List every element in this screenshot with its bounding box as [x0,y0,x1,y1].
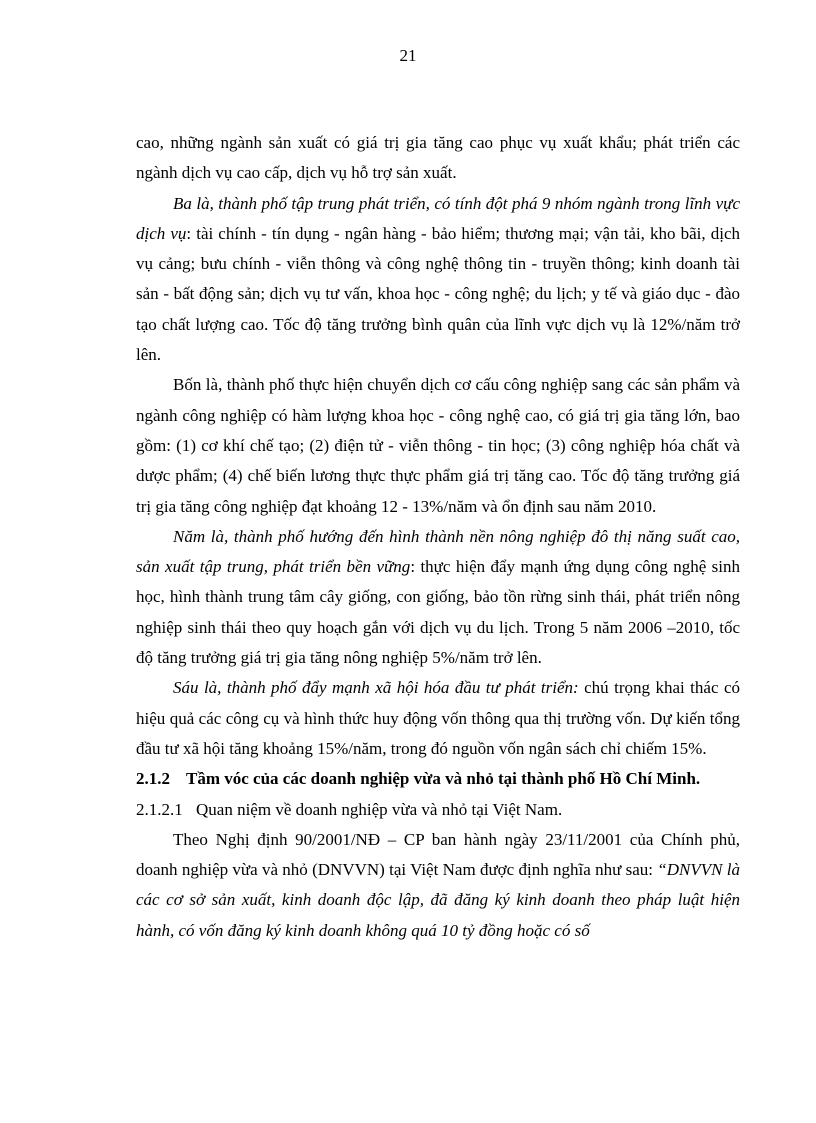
document-body [136,128,740,946]
paragraph-body: Theo Nghị định 90/2001/NĐ – CP ban hành ngày 23/11/2001 của Chính phủ, doanh nghiệp vừa và nhỏ (DNVVN) tại Việt Nam được định nghĩa như sau: [136,829,740,880]
section-heading-2-1-2 [136,764,740,794]
paragraph-ba-la [136,189,740,371]
paragraph-nghi-dinh [136,825,740,946]
section-title: Tầm vóc của các doanh nghiệp vừa và nhỏ tại thành phố Hồ Chí Minh. [186,769,701,789]
subsection-number: 2.1.2.1 [136,799,183,819]
paragraph-lead-italic: Ba là, thành phố tập trung phát triển, có tính đột phá 9 nhóm ngành trong lĩnh vực dịch vụ [136,193,740,243]
paragraph-lead-italic: Sáu là, thành phố đẩy mạnh xã hội hóa đầu tư phát triển: [173,678,579,698]
subsection-heading-2-1-2-1 [136,795,740,825]
paragraph-body: : thực hiện đẩy mạnh ứng dụng công nghệ sinh học, hình thành trung tâm cây giống, con giống, bảo tồn rừng sinh thái, phát triển nông nghiệp sinh thái theo quy hoạch gắn với dịch vụ du lịch. Trong 5 năm 2006 –2010, tốc độ tăng trưởng giá trị gia tăng nông nghiệp 5%/năm trở lên. [136,557,740,668]
paragraph-lead-italic: Năm là, thành phố hướng đến hình thành nền nông nghiệp đô thị năng suất cao, sản xuất tập trung, phát triển bền vững [136,526,740,577]
paragraph-body: : tài chính - tín dụng - ngân hàng - bảo hiểm; thương mại; vận tải, kho bãi, dịch vụ cảng; bưu chính - viễn thông và công nghệ thông tin - truyền thông; kinh doanh tài sản - bất động sản; dịch vụ tư vấn, khoa học - công nghệ; du lịch; y tế và giáo dục - đào tạo chất lượng cao. Tốc độ tăng trưởng bình quân của lĩnh vực dịch vụ là 12%/năm trở lên. [136,223,740,365]
paragraph-bon-la: Bốn là, thành phố thực hiện chuyển dịch cơ cấu công nghiệp sang các sản phẩm và ngành công nghiệp có hàm lượng khoa học - công nghệ cao, có giá trị gia tăng lớn, bao gồm: (1) cơ khí chế tạo; (2) điện tử - viễn thông - tin học; (3) công nghiệp hóa chất và dược phẩm; (4) chế biến lương thực thực phẩm giá trị tăng cao. Tốc độ tăng trưởng giá trị gia tăng công nghiệp đạt khoảng 12 - 13%/năm và ổn định sau năm 2010. [136,375,740,516]
section-number: 2.1.2 [136,769,170,789]
paragraph-body: chú trọng khai thác có hiệu quả các công cụ và hình thức huy động vốn thông qua thị trường vốn. Dự kiến tổng đầu tư xã hội tăng khoảng 15%/năm, trong đó nguồn vốn ngân sách chỉ chiếm 15%. [136,678,740,758]
page-number: 21 [399,46,417,65]
paragraph-nam-la [136,522,740,673]
quoted-definition: “DNVVN là các cơ sở sản xuất, kinh doanh độc lập, đã đăng ký kinh doanh theo pháp luật hiện hành, có vốn đăng ký kinh doanh không quá 10 tỷ đồng hoặc có số [136,860,740,940]
paragraph-sau-la [136,673,740,764]
paragraph-continuation: cao, những ngành sản xuất có giá trị gia tăng cao phục vụ xuất khẩu; phát triển các ngành dịch vụ cao cấp, dịch vụ hỗ trợ sản xuất. [136,133,740,183]
subsection-title: Quan niệm về doanh nghiệp vừa và nhỏ tại Việt Nam. [196,799,563,819]
